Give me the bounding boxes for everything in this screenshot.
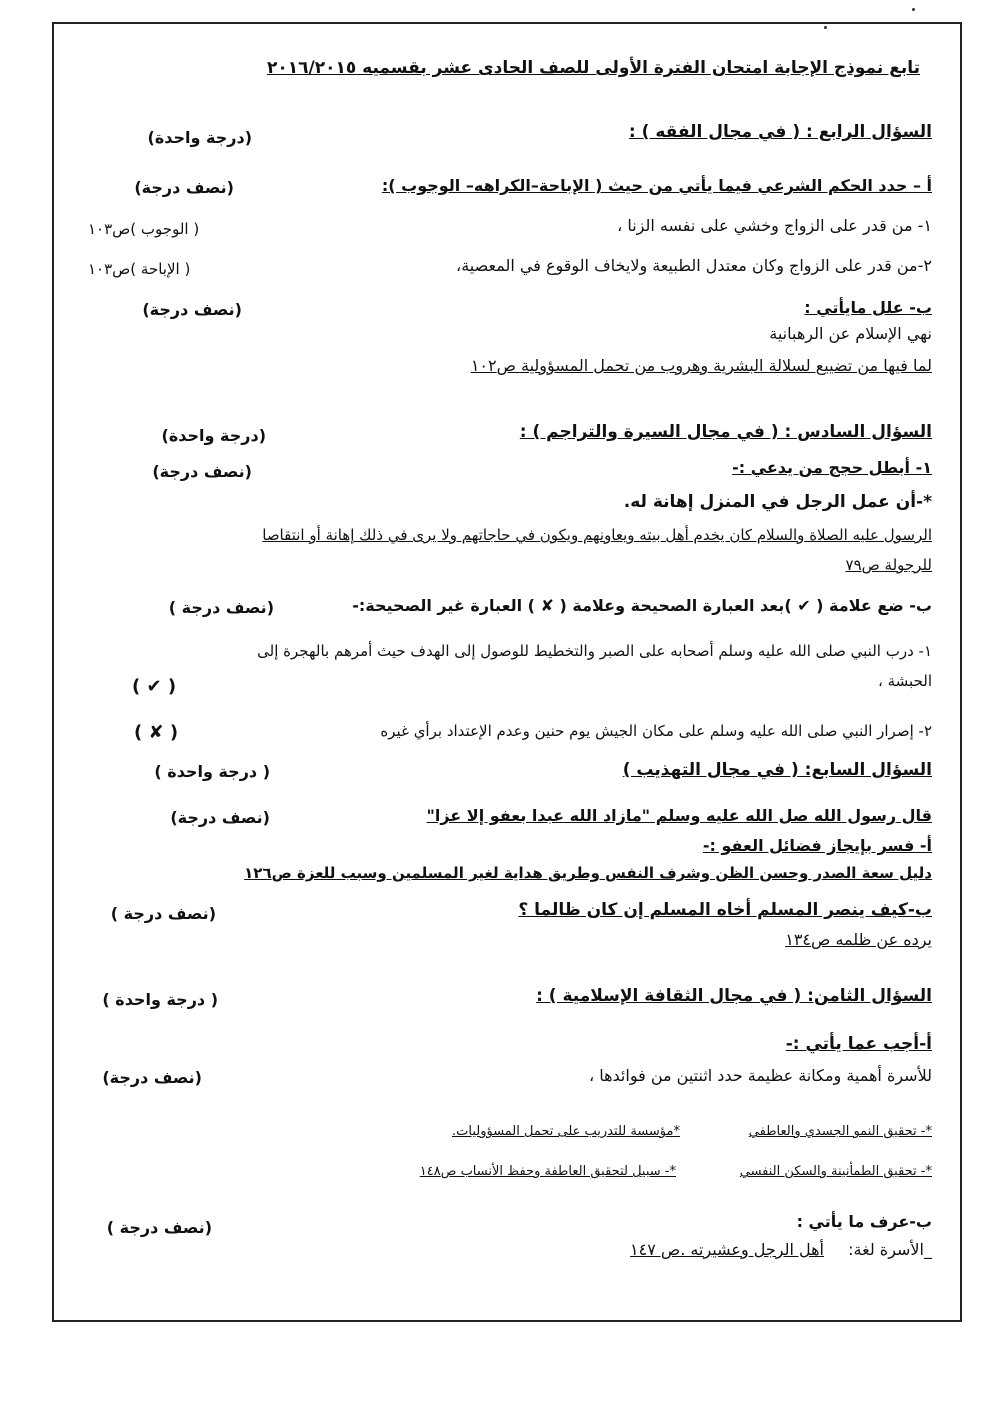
q4-grade: (درجة واحدة): [147, 128, 252, 147]
q6-statement-1: ١- درب النبي صلى الله عليه وسلم أصحابه على الصبر والتخطيط للوصول إلى الهدف حيث أمرهم بالهجرة إلى: [257, 642, 932, 660]
q6-b-title: ب- ضع علامة ( ✔ )بعد العبارة الصحيحة وعلامة ( ✘ ) العبارة غير الصحيحة:-: [352, 596, 932, 615]
q4-item-2-answer: ( الإباحة )ص١٠٣: [88, 260, 191, 278]
q8-benefit-4: *- سبيل لتحقيق العاطفة وحفظ الأنساب ص١٤٨: [419, 1164, 676, 1179]
q7-b-grade: (نصف درجة ): [110, 904, 216, 923]
q8-a-title: أ-أجب عما يأتي :-: [785, 1034, 932, 1054]
q8-b-term: _الأسرة لغة:: [848, 1240, 932, 1259]
q6-claim: *-أن عمل الرجل في المنزل إهانة له.: [623, 492, 932, 512]
q7-title: السؤال السابع: ( في مجال التهذيب ): [622, 760, 932, 780]
q8-benefit-3: *- تحقيق الطمأنينة والسكن النفسي: [739, 1164, 932, 1179]
q4-title: السؤال الرابع : ( في مجال الفقه ) :: [628, 122, 932, 142]
q6-statement-1-cont: الحبشة ،: [878, 672, 932, 690]
q4-b-answer: لما فيها من تضييع لسلالة البشرية وهروب من تحمل المسؤولية ص١٠٢: [470, 356, 932, 375]
q6-a-grade: (نصف درجة): [152, 462, 252, 481]
q6-a-title: ١- أبطل حجج من يدعي :-: [732, 458, 932, 477]
q6-grade: (درجة واحدة): [161, 426, 266, 445]
q7-grade: ( درجة واحدة ): [154, 762, 270, 781]
q7-a-title: أ- فسر بإيجاز فضائل العفو :-: [702, 836, 932, 855]
q7-b-title: ب-كيف ينصر المسلم أخاه المسلم إن كان ظالما ؟: [518, 900, 932, 920]
q6-statement-1-mark: ( ✔ ): [132, 676, 177, 697]
q4-item-2: ٢-من قدر على الزواج وكان معتدل الطبيعة ولايخاف الوقوع في المعصية،: [456, 256, 932, 275]
scan-speck: [912, 8, 915, 11]
q7-a-answer: دليل سعة الصدر وحسن الظن وشرف النفس وطريق هداية لغير المسلمين وسبب للعزة ص١٢٦: [244, 864, 932, 882]
q4-b-title: ب- علل مايأتي :: [804, 298, 932, 317]
q4-a-title: أ – حدد الحكم الشرعي فيما يأتي من حيث ( الإباحة–الكراهه– الوجوب ):: [381, 176, 932, 195]
q6-statement-2: ٢- إصرار النبي صلى الله عليه وسلم على مكان الجيش يوم حنين وعدم الإعتداد برأي غيره: [380, 722, 932, 740]
q4-item-1: ١- من قدر على الزواج وخشي على نفسه الزنا ،: [617, 216, 932, 235]
q6-answer-line-1: الرسول عليه الصلاة والسلام كان يخدم أهل بيته ويعاونهم ويكون في حاجاتهم ولا يرى في ذلك إهانة أو انتقاصا: [262, 526, 932, 544]
q4-b-question: نهي الإسلام عن الرهبانية: [769, 324, 932, 343]
page-title: تابع نموذج الإجابة امتحان الفترة الأولى للصف الحادى عشر بقسميه ٢٠١٦/٢٠١٥: [267, 58, 920, 78]
q8-b-grade: (نصف درجة ): [106, 1218, 212, 1237]
scan-speck: [824, 26, 827, 29]
q8-title: السؤال الثامن: ( في مجال الثقافة الإسلامية ) :: [536, 986, 932, 1006]
q6-title: السؤال السادس : ( في مجال السيرة والتراجم ) :: [519, 422, 932, 442]
q7-hadith: قال رسول الله صل الله عليه وسلم "مازاد الله عبدا بعفو إلا عزا": [426, 806, 932, 825]
q6-answer-line-2: للرجولة ص٧٩: [845, 556, 932, 574]
q7-b-answer: يرده عن ظلمه ص١٣٤: [785, 930, 932, 949]
q4-b-grade: (نصف درجة): [142, 300, 242, 319]
q4-item-1-answer: ( الوجوب )ص١٠٣: [88, 220, 200, 238]
q8-b-title: ب-عرف ما يأتي :: [796, 1212, 932, 1231]
q8-grade: ( درجة واحدة ): [102, 990, 218, 1009]
q8-a-grade: (نصف درجة): [102, 1068, 202, 1087]
q8-benefit-1: *- تحقيق النمو الجسدي والعاطفي: [748, 1124, 932, 1139]
q7-hadith-grade: (نصف درجة): [170, 808, 270, 827]
q8-b-answer: أهل الرجل وعشيرته .ص ١٤٧: [630, 1240, 824, 1259]
q4-a-grade: (نصف درجة): [134, 178, 234, 197]
q8-benefit-2: *مؤسسة للتدريب على تحمل المسؤوليات.: [451, 1124, 680, 1139]
q6-statement-2-mark: ( ✘ ): [134, 722, 179, 743]
q6-b-grade: (نصف درجة ): [168, 598, 274, 617]
q8-a-question: للأسرة أهمية ومكانة عظيمة حدد اثنتين من فوائدها ،: [588, 1066, 932, 1085]
